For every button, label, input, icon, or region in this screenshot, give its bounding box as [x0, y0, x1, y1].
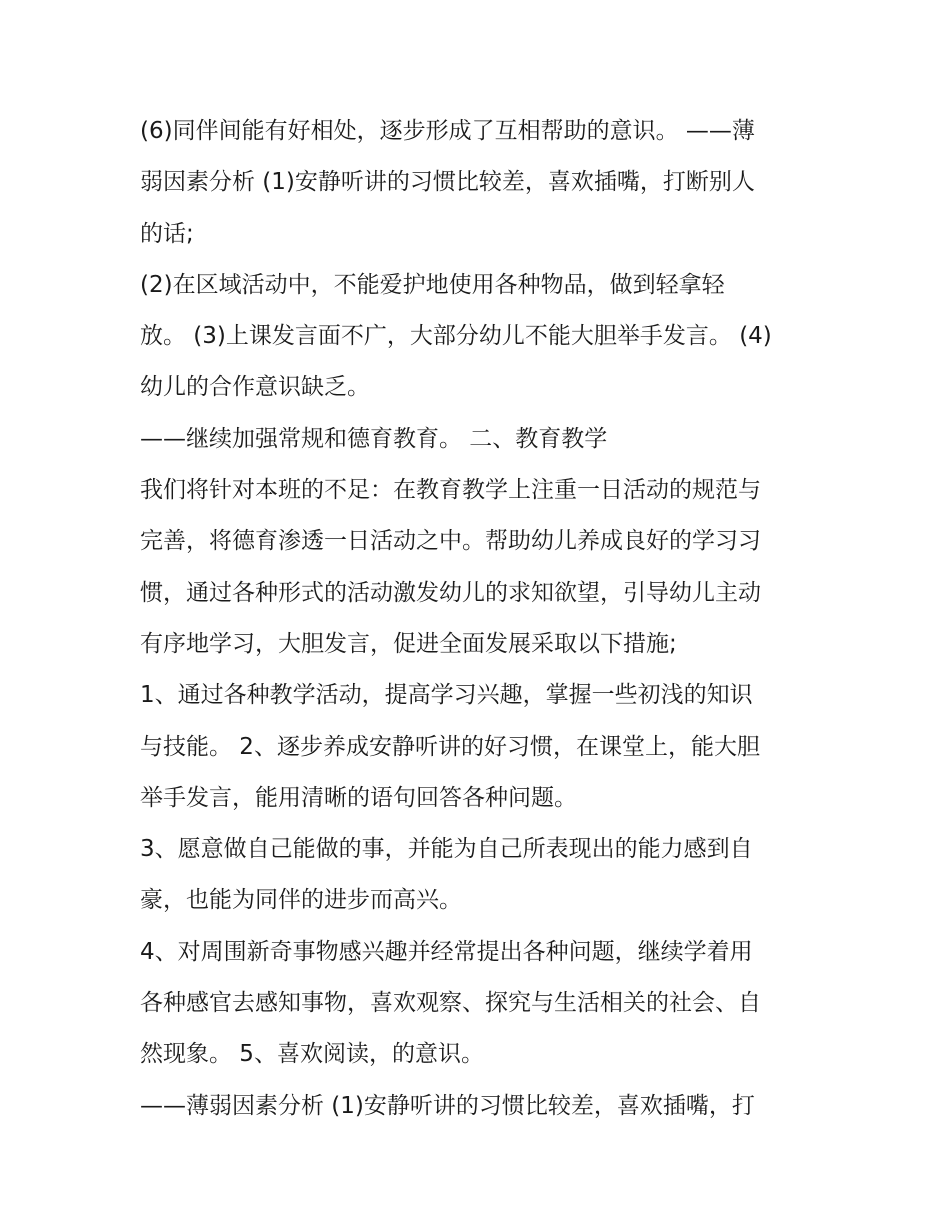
text-line: 完善，将德育渗透一日活动之中。帮助幼儿养成良好的学习习	[140, 528, 761, 555]
text-line: 各种感官去感知事物，喜欢观察、探究与生活相关的社会、自	[140, 990, 761, 1017]
text-line: (2)在区域活动中，不能爱护地使用各种物品，做到轻拿轻	[140, 271, 725, 298]
text-line: 的话;	[140, 220, 194, 247]
text-line: 3、愿意做自己能做的事，并能为自己所表现出的能力感到自	[140, 836, 753, 863]
text-line: 4、对周围新奇事物感兴趣并经常提出各种问题，继续学着用	[140, 938, 753, 965]
text-line: 豪，也能为同伴的进步而高兴。	[140, 887, 462, 914]
text-line: 举手发言，能用清晰的语句回答各种问题。	[140, 784, 577, 811]
text-line: 惯，通过各种形式的活动激发幼儿的求知欲望，引导幼儿主动	[140, 579, 761, 606]
text-line: 放。 (3)上课发言面不广，大部分幼儿不能大胆举手发言。 (4)	[140, 323, 772, 350]
text-line: 1、通过各种教学活动，提高学习兴趣，掌握一些初浅的知识	[140, 682, 753, 709]
text-line: 有序地学习，大胆发言，促进全面发展采取以下措施;	[140, 630, 677, 657]
text-line: ——薄弱因素分析 (1)安静听讲的习惯比较差，喜欢插嘴，打	[140, 1092, 755, 1119]
text-line: 与技能。 2、逐步养成安静听讲的好习惯，在课堂上，能大胆	[140, 733, 760, 760]
text-line: 我们将针对本班的不足：在教育教学上注重一日活动的规范与	[140, 477, 761, 504]
text-line: 弱因素分析 (1)安静听讲的习惯比较差，喜欢插嘴，打断别人	[140, 169, 755, 196]
text-line: 幼儿的合作意识缺乏。	[140, 374, 370, 401]
text-line: 然现象。 5、喜欢阅读，的意识。	[140, 1041, 484, 1068]
document-body	[140, 106, 820, 1132]
text-line: (6)同伴间能有好相处，逐步形成了互相帮助的意识。 ——薄	[140, 118, 755, 144]
text-line: ——继续加强常规和德育教育。 二、教育教学	[140, 425, 608, 452]
